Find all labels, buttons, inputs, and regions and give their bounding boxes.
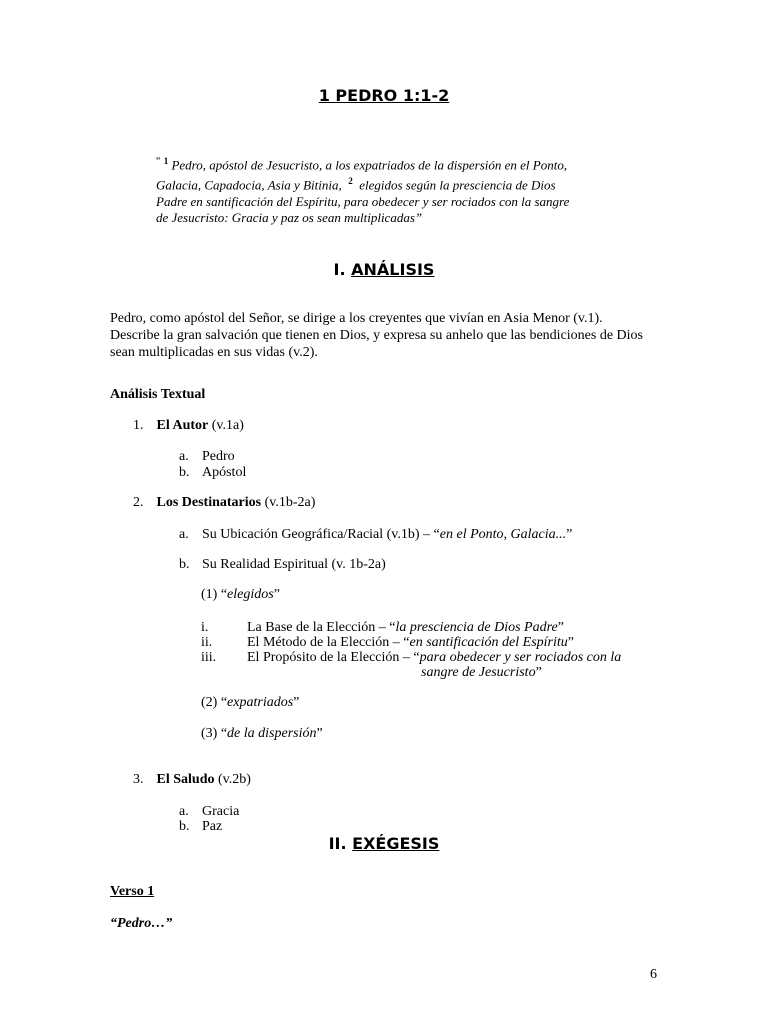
sub-quote: en el Ponto, Galacia... <box>439 527 567 542</box>
outline-item-destinatarios <box>133 495 315 511</box>
sub-letter: a. <box>179 804 189 819</box>
roman-item-proposito <box>201 650 621 666</box>
quote-close: ” <box>293 695 300 710</box>
verse-heading: Verso 1 <box>110 884 155 899</box>
analysis-subheading: Análisis Textual <box>110 387 206 402</box>
item-number: 2. <box>133 495 144 510</box>
sub-letter: b. <box>179 465 190 480</box>
intro-paragraph <box>110 310 670 361</box>
roman-quote: la presciencia de Dios Padre <box>395 620 558 635</box>
quote-close: ” <box>567 635 574 650</box>
outline-item-autor <box>133 418 244 434</box>
verse-number-2: 2 <box>348 176 353 187</box>
outline-item-saludo <box>133 772 251 788</box>
roman-number: iii. <box>201 650 217 665</box>
quote-open-mark: “ <box>156 156 161 167</box>
roman-text: El Propósito de la Elección – “ <box>247 650 420 665</box>
item-number: 3. <box>133 772 144 787</box>
item-number: 1. <box>133 418 144 433</box>
quote-close: ” <box>566 527 573 542</box>
sub-item-realidad <box>179 557 386 573</box>
quote-close: ” <box>535 665 542 680</box>
roman-number: i. <box>201 620 209 635</box>
scripture-quote <box>156 153 586 226</box>
item-title: El Saludo <box>156 772 215 787</box>
roman-item-proposito-continued <box>421 665 542 681</box>
quote-line-4: de Jesucristo: Gracia y paz os sean multiplicadas” <box>156 209 423 225</box>
intro-line-3: sean multiplicadas en sus vidas (v.2). <box>110 345 318 360</box>
sub-item-pedro <box>179 449 235 465</box>
page-title: 1 PEDRO 1:1-2 <box>318 86 450 105</box>
point-quote: de la dispersión <box>227 726 317 741</box>
sub-letter: b. <box>179 819 190 834</box>
quote-line-3: Padre en santificación del Espíritu, para obedecer y ser rociados con la sangre <box>156 193 570 209</box>
item-ref: (v.1b-2a) <box>261 495 316 510</box>
quote-close: ” <box>557 620 564 635</box>
quote-close: ” <box>273 587 280 602</box>
roman-text: La Base de la Elección – “ <box>247 620 396 635</box>
roman-number: ii. <box>201 635 213 650</box>
item-ref: (v.1a) <box>208 418 244 433</box>
section-numeral: I. <box>333 260 346 279</box>
sub-text: Gracia <box>202 804 240 819</box>
sub-item-ubicacion <box>179 527 572 543</box>
section-word: EXÉGESIS <box>352 834 440 853</box>
page-number: 6 <box>650 967 657 982</box>
point-number: (2) “ <box>201 695 228 710</box>
roman-quote: para obedecer y ser rociados con la <box>419 650 622 665</box>
roman-quote: en santificación del Espíritu <box>409 635 568 650</box>
roman-item-base <box>201 620 564 636</box>
sub-text: Pedro <box>202 449 235 464</box>
point-dispersion <box>201 726 323 742</box>
intro-line-1: Pedro, como apóstol del Señor, se dirige a los creyentes que vivían en Asia Menor (v.1). <box>110 311 603 326</box>
item-ref: (v.2b) <box>214 772 251 787</box>
verse-quote-pedro: “Pedro…” <box>110 916 173 931</box>
section-numeral: II. <box>328 834 347 853</box>
item-title: Los Destinatarios <box>156 495 262 510</box>
sub-item-gracia <box>179 804 239 820</box>
point-elegidos <box>201 587 280 603</box>
section-word: ANÁLISIS <box>351 260 435 279</box>
sub-text: Su Ubicación Geográfica/Racial (v.1b) – “ <box>202 527 440 542</box>
sub-letter: a. <box>179 449 189 464</box>
section-heading-exegesis <box>0 834 768 854</box>
roman-item-metodo <box>201 635 574 651</box>
quote-line-2a: Galacia, Capadocia, Asia y Bitinia, <box>156 177 342 193</box>
sub-item-paz <box>179 819 222 835</box>
point-number: (1) “ <box>201 587 228 602</box>
quote-line-2b: elegidos según la presciencia de Dios <box>359 177 556 193</box>
point-quote: elegidos <box>227 587 274 602</box>
sub-text: Paz <box>202 819 223 834</box>
roman-text: El Método de la Elección – “ <box>247 635 410 650</box>
point-quote: expatriados <box>227 695 294 710</box>
section-heading-analisis <box>0 260 768 280</box>
quote-close: ” <box>316 726 323 741</box>
sub-item-apostol <box>179 465 246 481</box>
verse-number-1: 1 <box>163 156 169 166</box>
intro-line-2: Describe la gran salvación que tienen en Dios, y expresa su anhelo que las bendiciones de Dios <box>110 328 643 343</box>
roman-quote: sangre de Jesucristo <box>421 665 536 680</box>
point-number: (3) “ <box>201 726 228 741</box>
quote-line-1: Pedro, apóstol de Jesucristo, a los expatriados de la dispersión en el Ponto, <box>171 157 568 173</box>
item-title: El Autor <box>156 418 209 433</box>
sub-text: Su Realidad Espiritual (v. 1b-2a) <box>202 557 386 572</box>
sub-letter: a. <box>179 527 189 542</box>
sub-text: Apóstol <box>202 465 247 480</box>
sub-letter: b. <box>179 557 190 572</box>
point-expatriados <box>201 695 299 711</box>
